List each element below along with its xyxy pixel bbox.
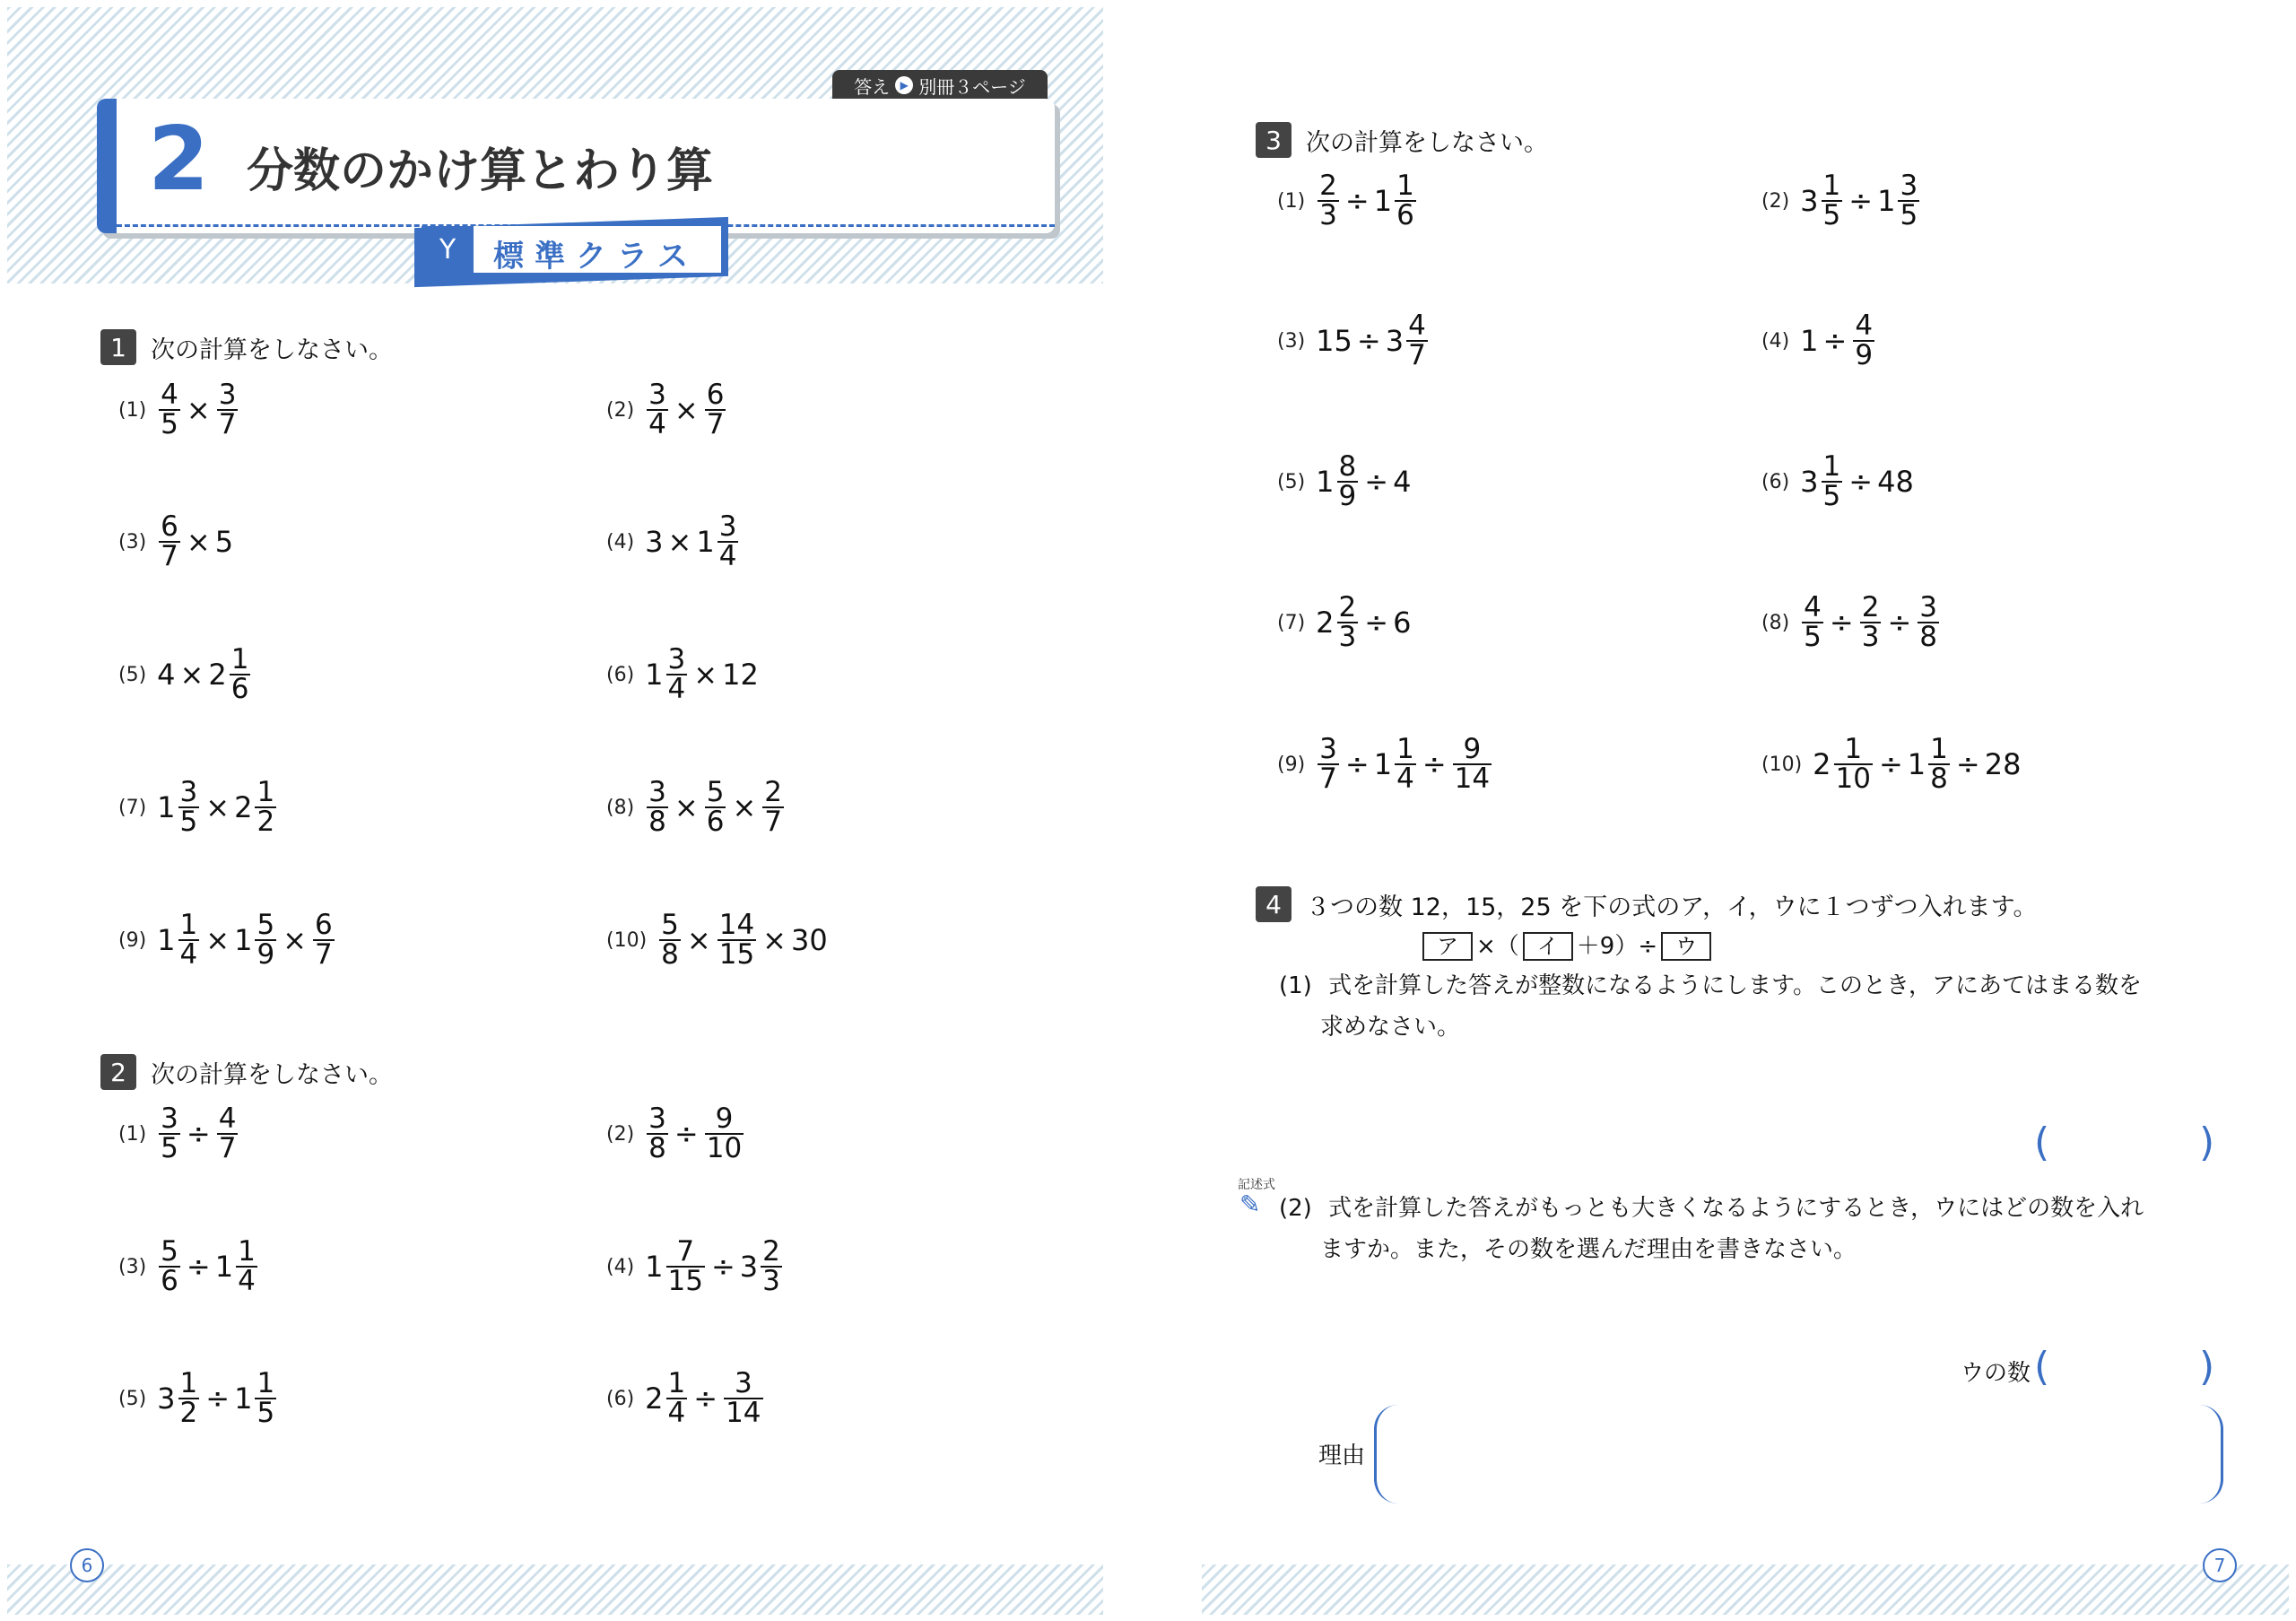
question-number: 3 (1256, 122, 1292, 158)
question-3-header (1256, 122, 1548, 158)
fraction: $\frac{3}{8}$ (648, 776, 666, 838)
fraction: $\frac{8}{9}$ (1338, 450, 1357, 512)
fraction: $\frac{4}{7}$ (1408, 309, 1426, 371)
question-text: 次の計算をしなさい。 (151, 336, 393, 364)
problem-label: (4) (606, 530, 635, 553)
problem: (9) $\frac{3}{7}$ ÷ 1 $\frac{1}{4}$ ÷ $\frac{9}{14}$ (1277, 733, 1491, 795)
problem-label: (7) (1277, 611, 1306, 634)
question-2-header (100, 1054, 393, 1090)
problem: (3) $\frac{5}{6}$ ÷ 1 $\frac{1}{4}$ (118, 1235, 256, 1297)
box-a: ア (1422, 932, 1473, 961)
sub-question-1-line2: 求めなさい。 (1320, 1014, 1461, 1041)
problem: (5) 1 $\frac{8}{9}$ ÷ 4 (1277, 450, 1412, 512)
fraction: $\frac{3}{7}$ (1319, 733, 1337, 795)
fraction: $\frac{1}{2}$ (179, 1367, 198, 1429)
question-text: 次の計算をしなさい。 (151, 1060, 393, 1089)
sprout-icon: Y (422, 226, 474, 273)
problem: (5) 3 $\frac{1}{2}$ ÷ 1 $\frac{1}{5}$ (118, 1367, 275, 1429)
chapter-title: 分数のかけ算とわり算 (247, 144, 714, 198)
reason-label: 理由 (1318, 1442, 1366, 1469)
problem: (6) 1 $\frac{3}{4}$ × 12 (606, 643, 759, 705)
problem-label: (1) (118, 398, 147, 422)
fraction: $\frac{1}{6}$ (230, 643, 249, 705)
question-text: 次の計算をしなさい。 (1306, 128, 1548, 157)
fraction: $\frac{14}{15}$ (718, 909, 755, 971)
sub-question-line: 式を計算した答えが整数になるようにします。このとき，アにあてはまる数を (1328, 972, 2142, 999)
fraction: $\frac{5}{6}$ (706, 776, 725, 838)
problem-label: (7) (118, 796, 147, 819)
question-number: 1 (100, 329, 136, 365)
problem-label: (2) (1761, 189, 1790, 213)
fraction: $\frac{5}{6}$ (161, 1235, 178, 1297)
question-number: 4 (1256, 886, 1292, 922)
problem: (4) 1 ÷ $\frac{4}{9}$ (1761, 309, 1874, 371)
formula (1419, 926, 1715, 967)
fraction: $\frac{1}{5}$ (257, 1367, 275, 1429)
fraction: $\frac{3}{5}$ (1900, 170, 1918, 231)
fraction: $\frac{2}{3}$ (1861, 591, 1880, 653)
sub-question-1 (1279, 965, 2142, 1007)
problem: (2) $\frac{3}{4}$ × $\frac{6}{7}$ (606, 379, 725, 440)
fraction: $\frac{1}{10}$ (1835, 733, 1871, 795)
fraction: $\frac{1}{2}$ (257, 776, 275, 838)
problem: (1) $\frac{2}{3}$ ÷ 1 $\frac{1}{6}$ (1277, 170, 1414, 231)
problem: (8) $\frac{4}{5}$ ÷ $\frac{2}{3}$ ÷ $\frac{3}{8}$ (1761, 591, 1937, 653)
fraction: $\frac{3}{5}$ (161, 1102, 178, 1164)
sub-question-2-line2: ますか。また，その数を選んだ理由を書きなさい。 (1320, 1236, 1857, 1263)
question-4-header (1256, 886, 2037, 922)
fraction: $\frac{1}{8}$ (1930, 733, 1948, 795)
problem: (7) 1 $\frac{3}{5}$ × 2 $\frac{1}{2}$ (118, 776, 275, 838)
problem: (2) $\frac{3}{8}$ ÷ $\frac{9}{10}$ (606, 1102, 743, 1164)
problem: (4) 1 $\frac{7}{15}$ ÷ 3 $\frac{2}{3}$ (606, 1235, 780, 1297)
fraction: $\frac{2}{3}$ (762, 1235, 780, 1297)
fraction: $\frac{1}{4}$ (179, 909, 198, 971)
problem: (6) 3 $\frac{1}{5}$ ÷ 48 (1761, 450, 1914, 512)
answer-reference-tab (832, 70, 1048, 100)
fraction: $\frac{1}{5}$ (1822, 170, 1841, 231)
fraction: $\frac{4}{7}$ (218, 1102, 237, 1164)
page-number: 7 (2203, 1548, 2237, 1582)
problem-label: (8) (1761, 611, 1790, 634)
left-page (0, 0, 1112, 1621)
problem: (4) 3 × 1 $\frac{3}{4}$ (606, 510, 737, 572)
footer-band (1202, 1564, 2289, 1615)
u-paren-close: ) (2199, 1344, 2215, 1390)
problem: (3) 15 ÷ 3 $\frac{4}{7}$ (1277, 309, 1426, 371)
problem-label: (5) (118, 1387, 147, 1410)
fraction: $\frac{3}{5}$ (179, 776, 198, 838)
answer-label: 答え (854, 75, 891, 98)
problem: (7) 2 $\frac{2}{3}$ ÷ 6 (1277, 591, 1412, 653)
fraction: $\frac{4}{9}$ (1855, 309, 1874, 371)
question-number: 2 (100, 1054, 136, 1090)
box-c: ウ (1661, 932, 1711, 961)
problem: (10) $\frac{5}{8}$ × $\frac{14}{15}$ × 30 (606, 909, 828, 971)
sub-question-line: 式を計算した答えがもっとも大きくなるようにするとき，ウにはどの数を入れ (1328, 1195, 2144, 1222)
problem-label: (4) (1761, 329, 1790, 353)
problem: (9) 1 $\frac{1}{4}$ × 1 $\frac{5}{9}$ × $\frac{6}{7}$ (118, 909, 333, 971)
problem-label: (6) (1761, 470, 1790, 493)
arrow-right-icon: ▶ (895, 76, 913, 94)
problem: (6) 2 $\frac{1}{4}$ ÷ $\frac{3}{14}$ (606, 1367, 761, 1429)
fraction: $\frac{3}{14}$ (726, 1367, 761, 1429)
fraction: $\frac{3}{4}$ (667, 643, 686, 705)
chapter-number: 2 (148, 109, 210, 211)
fraction: $\frac{1}{5}$ (1822, 450, 1841, 512)
box-b: イ (1523, 932, 1573, 961)
formula-times: ×（ (1476, 933, 1519, 960)
right-page (1184, 0, 2296, 1621)
answer-page: 別冊３ページ (918, 75, 1026, 98)
problem-label: (3) (118, 530, 147, 553)
problem-label: (10) (1761, 753, 1803, 776)
problem: (1) $\frac{3}{5}$ ÷ $\frac{4}{7}$ (118, 1102, 237, 1164)
sub-question-label: (1) (1279, 972, 1312, 999)
fraction: $\frac{3}{8}$ (648, 1102, 666, 1164)
problem-label: (2) (606, 1122, 635, 1146)
problem-label: (3) (118, 1255, 147, 1278)
fraction: $\frac{5}{8}$ (661, 909, 679, 971)
problem-label: (10) (606, 928, 648, 952)
problem-label: (5) (118, 663, 147, 686)
fraction: $\frac{1}{4}$ (238, 1235, 256, 1297)
problem-label: (2) (606, 398, 635, 422)
class-label: 標準クラス (493, 239, 699, 275)
fraction: $\frac{3}{4}$ (648, 379, 666, 440)
reason-bracket-open (1374, 1405, 1398, 1503)
sub-question-label: (2) (1279, 1195, 1312, 1222)
fraction: $\frac{2}{7}$ (764, 776, 782, 838)
fraction: $\frac{2}{3}$ (1319, 170, 1337, 231)
fraction: $\frac{3}{8}$ (1919, 591, 1937, 653)
problem-label: (9) (1277, 753, 1306, 776)
problem-label: (5) (1277, 470, 1306, 493)
fraction: $\frac{9}{10}$ (706, 1102, 743, 1164)
fraction: $\frac{1}{4}$ (1396, 733, 1414, 795)
problem-label: (9) (118, 928, 147, 952)
fraction: $\frac{3}{7}$ (218, 379, 237, 440)
reason-bracket-close (2199, 1405, 2223, 1503)
fraction: $\frac{3}{4}$ (718, 510, 737, 572)
problem: (5) 4 × 2 $\frac{1}{6}$ (118, 643, 249, 705)
fraction: $\frac{4}{5}$ (161, 379, 178, 440)
fraction: $\frac{6}{7}$ (706, 379, 725, 440)
problem-label: (3) (1277, 329, 1306, 353)
fraction: $\frac{9}{14}$ (1454, 733, 1491, 795)
u-paren-open: ( (2034, 1344, 2050, 1390)
problem: (3) $\frac{6}{7}$ × 5 (118, 510, 234, 572)
formula-plus: ＋9）÷ (1576, 933, 1658, 960)
problem: (2) 3 $\frac{1}{5}$ ÷ 1 $\frac{3}{5}$ (1761, 170, 1918, 231)
problem-label: (1) (118, 1122, 147, 1146)
answer-paren-open: ( (2034, 1120, 2050, 1165)
pencil-icon: ✎ (1239, 1190, 1261, 1219)
fraction: $\frac{6}{7}$ (161, 510, 178, 572)
u-number-label: ウの数 (1961, 1360, 2031, 1387)
problem-label: (4) (606, 1255, 635, 1278)
problem: (1) $\frac{4}{5}$ × $\frac{3}{7}$ (118, 379, 237, 440)
question-1-header (100, 329, 393, 365)
problem-label: (8) (606, 796, 635, 819)
fraction: $\frac{6}{7}$ (314, 909, 333, 971)
problem-label: (6) (606, 1387, 635, 1410)
fraction: $\frac{7}{15}$ (667, 1235, 703, 1297)
page-number: 6 (70, 1548, 104, 1582)
fraction: $\frac{1}{4}$ (667, 1367, 686, 1429)
sub-question-2 (1279, 1188, 2144, 1229)
fraction: $\frac{1}{6}$ (1396, 170, 1414, 231)
footer-band (7, 1564, 1103, 1615)
memo-label: 記述式 (1238, 1178, 1275, 1192)
problem-label: (6) (606, 663, 635, 686)
fraction: $\frac{5}{9}$ (257, 909, 275, 971)
fraction: $\frac{4}{5}$ (1804, 591, 1822, 653)
answer-paren-close: ) (2199, 1120, 2215, 1165)
title-accent-bar (97, 99, 117, 233)
question-text: ３つの数 12，15，25 を下の式のア，イ，ウに１つずつ入れます。 (1306, 893, 2038, 921)
fraction: $\frac{2}{3}$ (1338, 591, 1357, 653)
problem: (10) 2 $\frac{1}{10}$ ÷ 1 $\frac{1}{8}$ ÷ 28 (1761, 733, 2022, 795)
problem-label: (1) (1277, 189, 1306, 213)
problem: (8) $\frac{3}{8}$ × $\frac{5}{6}$ × $\frac{2}{7}$ (606, 776, 782, 838)
